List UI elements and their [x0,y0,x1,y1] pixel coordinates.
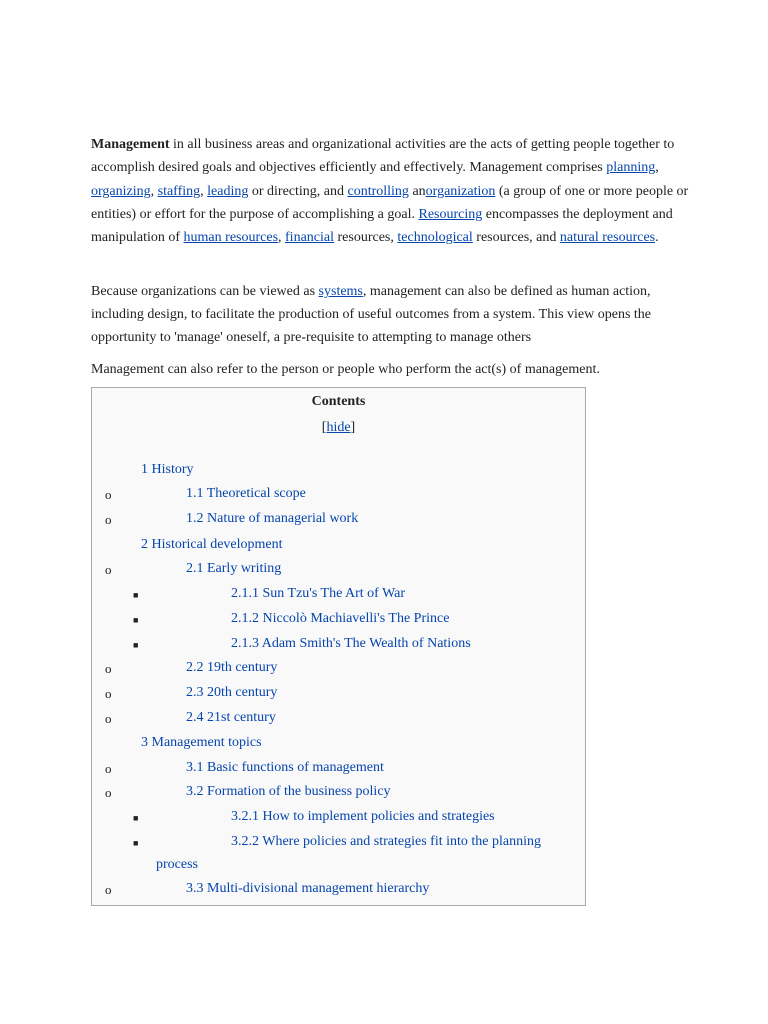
link-organization[interactable]: organization [425,183,496,199]
circle-bullet: o [105,512,112,527]
text: resources, [334,230,398,246]
toc-item[interactable]: 3.3 Multi-divisional management hierarchy [186,881,430,896]
link-technological[interactable]: technological [397,230,473,246]
link-controlling[interactable]: controlling [347,183,409,199]
link-leading[interactable]: leading [207,183,249,199]
link-natural-resources[interactable]: natural resources [559,230,656,246]
square-bullet: ■ [133,838,139,848]
text: (a group of one or more people or entities) or effort for the purpose of accomplishing a goal. [91,183,689,222]
toc-item[interactable]: 3.2.1 How to implement policies and strategies [231,809,495,824]
link-financial[interactable]: financial [285,230,334,246]
systems-paragraph [91,280,691,349]
hide-link[interactable]: hide [326,420,351,435]
square-bullet: ■ [133,615,139,625]
text: , management can also be defined as human action, including design, to facilitate the production of useful outcomes from a system. This view opens the opportunity to 'manage' oneself, a pre-requisite to attempting to manage others [91,284,652,345]
toc-item[interactable]: 2.3 20th century [186,685,278,700]
link-planning[interactable]: planning [606,160,656,176]
text: , [655,160,659,176]
toc-title: Contents [311,394,366,409]
link-organizing[interactable]: organizing [91,183,151,199]
bracket: ] [350,420,356,435]
text: , [150,183,158,199]
toc-item[interactable]: 3.2.2 Where policies and strategies fit into the planning [231,834,541,849]
table-of-contents [91,387,586,906]
text: Because organizations can be viewed as [91,284,319,299]
toc-item-continuation[interactable]: process [156,857,198,872]
text: , [278,230,286,246]
toc-item[interactable]: 2 Historical development [141,537,283,552]
toc-item[interactable]: 2.4 21st century [186,710,276,725]
toc-item[interactable]: 2.1.2 Niccolò Machiavelli's The Prince [231,611,450,626]
circle-bullet: o [105,487,112,502]
toc-item[interactable]: 3.1 Basic functions of management [186,760,384,775]
text: , [200,183,208,199]
toc-item[interactable]: 1.1 Theoretical scope [186,486,306,501]
toc-item[interactable]: 3.2 Formation of the business policy [186,784,391,799]
text: or directing, and [248,183,348,199]
text: in all business areas and organizational activities are the acts of getting people together to accomplish desired goals and objectives efficiently and effectively. Management comprises [91,137,675,176]
text: resources, and [472,230,560,246]
toc-item[interactable]: 2.2 19th century [186,660,278,675]
bold-term: Management [91,137,170,152]
toc-hide-toggle [92,420,585,436]
toc-item[interactable]: 2.1.3 Adam Smith's The Wealth of Nations [231,636,471,651]
toc-item[interactable]: 2.1 Early writing [186,561,282,576]
text: encompasses the deployment and manipulation of [91,206,673,246]
circle-bullet: o [105,686,112,701]
toc-item[interactable]: 1.2 Nature of managerial work [186,511,359,526]
square-bullet: ■ [133,590,139,600]
circle-bullet: o [105,761,112,776]
link-resourcing[interactable]: Resourcing [418,206,483,222]
circle-bullet: o [105,882,112,897]
link-systems[interactable]: systems [318,284,363,299]
link-staffing[interactable]: staffing [157,183,201,199]
text: . [655,230,659,246]
square-bullet: ■ [133,640,139,650]
circle-bullet: o [105,711,112,726]
bracket: [ [321,420,327,435]
circle-bullet: o [105,785,112,800]
intro-paragraph [91,133,691,249]
circle-bullet: o [105,562,112,577]
link-human-resources[interactable]: human resources [183,230,279,246]
person-paragraph: Management can also refer to the person or people who perform the act(s) of management. [91,362,600,377]
toc-item[interactable]: 2.1.1 Sun Tzu's The Art of War [231,586,406,601]
toc-item[interactable]: 3 Management topics [141,735,262,750]
toc-item[interactable]: 1 History [141,462,194,477]
circle-bullet: o [105,661,112,676]
text: an [408,183,426,199]
square-bullet: ■ [133,813,139,823]
